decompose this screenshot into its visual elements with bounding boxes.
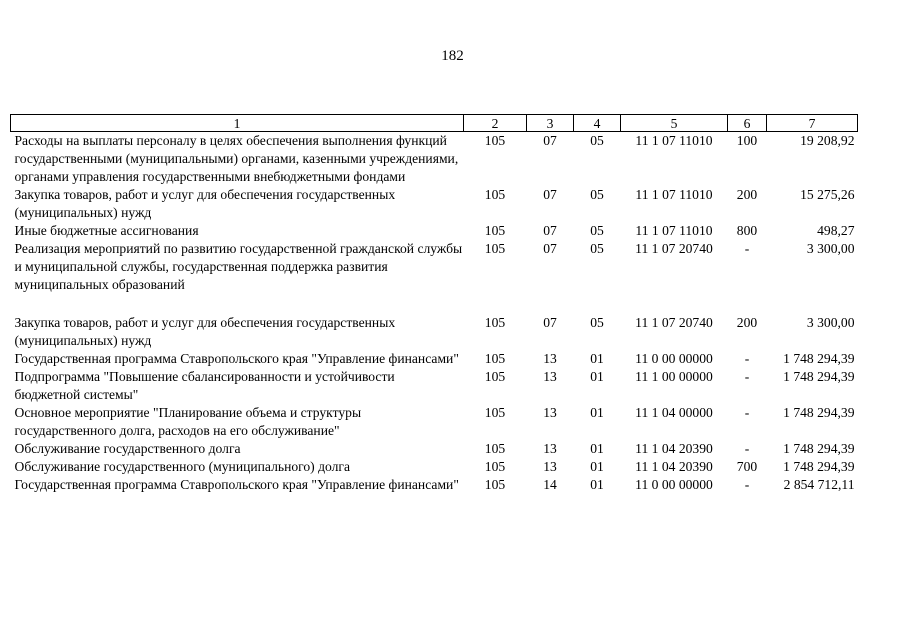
row-target-article: 11 0 00 00000 <box>635 351 713 366</box>
row-ministry-code: 105 <box>484 133 506 148</box>
row-subsection: 05 <box>590 187 604 202</box>
row-amount: 1 748 294,39 <box>783 459 855 474</box>
row-ministry-code: 105 <box>484 369 506 384</box>
row-subsection: 01 <box>590 477 604 492</box>
row-subsection: 01 <box>590 405 604 420</box>
row-expense-type: - <box>744 477 750 492</box>
row-section: 13 <box>543 441 557 456</box>
row-target-article: 11 1 04 20390 <box>635 459 713 474</box>
row-expense-type: - <box>744 369 750 384</box>
row-subsection: 01 <box>590 441 604 456</box>
header-col-2: 2 <box>464 115 527 132</box>
header-col-7: 7 <box>767 115 858 132</box>
row-section: 07 <box>543 223 557 238</box>
row-section: 13 <box>543 369 557 384</box>
header-col-1: 1 <box>11 115 464 132</box>
table-row <box>11 476 858 494</box>
row-amount: 3 300,00 <box>806 241 855 256</box>
row-name: Закупка товаров, работ и услуг для обеспечения государственных (муниципальных) нужд <box>14 187 396 220</box>
table-row <box>11 186 858 222</box>
row-amount: 3 300,00 <box>806 315 855 330</box>
table-row <box>11 350 858 368</box>
row-expense-type: 200 <box>736 187 758 202</box>
row-expense-type: - <box>744 441 750 456</box>
header-col-3: 3 <box>527 115 574 132</box>
row-expense-type: - <box>744 241 750 256</box>
table-row <box>11 458 858 476</box>
row-target-article: 11 1 07 20740 <box>635 315 713 330</box>
row-ministry-code: 105 <box>484 223 506 238</box>
row-subsection: 05 <box>590 241 604 256</box>
table-row <box>11 440 858 458</box>
row-expense-type: 700 <box>736 459 758 474</box>
row-section: 13 <box>543 351 557 366</box>
row-amount: 1 748 294,39 <box>783 441 855 456</box>
row-ministry-code: 105 <box>484 477 506 492</box>
table-row <box>11 404 858 440</box>
table-row <box>11 314 858 350</box>
row-expense-type: 200 <box>736 315 758 330</box>
row-name: Подпрограмма "Повышение сбалансированности и устойчивости бюджетной системы" <box>14 369 395 402</box>
table-row <box>11 368 858 404</box>
row-amount: 15 275,26 <box>800 187 855 202</box>
row-name: Расходы на выплаты персоналу в целях обеспечения выполнения функций государственными (муниципальными) органами, казенными учреждениями, органами управления государственными внебюджетными фондами <box>14 133 459 184</box>
row-amount: 1 748 294,39 <box>783 369 855 384</box>
budget-table <box>10 114 858 494</box>
spacer-cell <box>11 294 858 314</box>
row-target-article: 11 1 07 11010 <box>635 187 713 202</box>
row-target-article: 11 1 07 11010 <box>635 223 713 238</box>
table-header-row <box>11 115 858 132</box>
table-row <box>11 240 858 294</box>
row-ministry-code: 105 <box>484 441 506 456</box>
table-row <box>11 222 858 240</box>
row-name: Государственная программа Ставропольского края "Управление финансами" <box>14 477 459 492</box>
page-number: 182 <box>441 48 464 64</box>
row-name: Государственная программа Ставропольского края "Управление финансами" <box>14 351 459 366</box>
row-ministry-code: 105 <box>484 405 506 420</box>
row-section: 14 <box>543 477 557 492</box>
row-subsection: 01 <box>590 369 604 384</box>
row-amount: 2 854 712,11 <box>783 477 855 492</box>
row-section: 07 <box>543 133 557 148</box>
row-name: Основное мероприятие "Планирование объема и структуры государственного долга, расходов на его обслуживание" <box>14 405 362 438</box>
header-col-4: 4 <box>574 115 621 132</box>
row-target-article: 11 1 04 00000 <box>635 405 713 420</box>
row-name: Закупка товаров, работ и услуг для обеспечения государственных (муниципальных) нужд <box>14 315 396 348</box>
row-ministry-code: 105 <box>484 459 506 474</box>
row-expense-type: - <box>744 351 750 366</box>
row-ministry-code: 105 <box>484 187 506 202</box>
row-name: Обслуживание государственного (муниципального) долга <box>14 459 351 474</box>
row-section: 07 <box>543 241 557 256</box>
row-section: 07 <box>543 187 557 202</box>
row-subsection: 01 <box>590 351 604 366</box>
row-target-article: 11 0 00 00000 <box>635 477 713 492</box>
row-expense-type: 800 <box>736 223 758 238</box>
row-ministry-code: 105 <box>484 315 506 330</box>
row-section: 13 <box>543 459 557 474</box>
header-col-6: 6 <box>728 115 767 132</box>
row-amount: 19 208,92 <box>800 133 855 148</box>
row-target-article: 11 1 04 20390 <box>635 441 713 456</box>
row-ministry-code: 105 <box>484 351 506 366</box>
row-target-article: 11 1 07 20740 <box>635 241 713 256</box>
row-subsection: 05 <box>590 223 604 238</box>
row-expense-type: 100 <box>736 133 758 148</box>
header-col-5: 5 <box>621 115 728 132</box>
row-ministry-code: 105 <box>484 241 506 256</box>
spacer-row <box>11 294 858 314</box>
row-section: 07 <box>543 315 557 330</box>
row-amount: 498,27 <box>817 223 855 238</box>
row-subsection: 05 <box>590 315 604 330</box>
row-name: Обслуживание государственного долга <box>14 441 241 456</box>
row-subsection: 05 <box>590 133 604 148</box>
row-subsection: 01 <box>590 459 604 474</box>
row-target-article: 11 1 00 00000 <box>635 369 713 384</box>
row-target-article: 11 1 07 11010 <box>635 133 713 148</box>
row-name: Иные бюджетные ассигнования <box>14 223 199 238</box>
row-amount: 1 748 294,39 <box>783 405 855 420</box>
table-row <box>11 132 858 187</box>
row-name: Реализация мероприятий по развитию государственной гражданской службы и муниципальной службы, государственная поддержка развития муниципальных образований <box>14 241 463 292</box>
row-amount: 1 748 294,39 <box>783 351 855 366</box>
row-expense-type: - <box>744 405 750 420</box>
row-section: 13 <box>543 405 557 420</box>
